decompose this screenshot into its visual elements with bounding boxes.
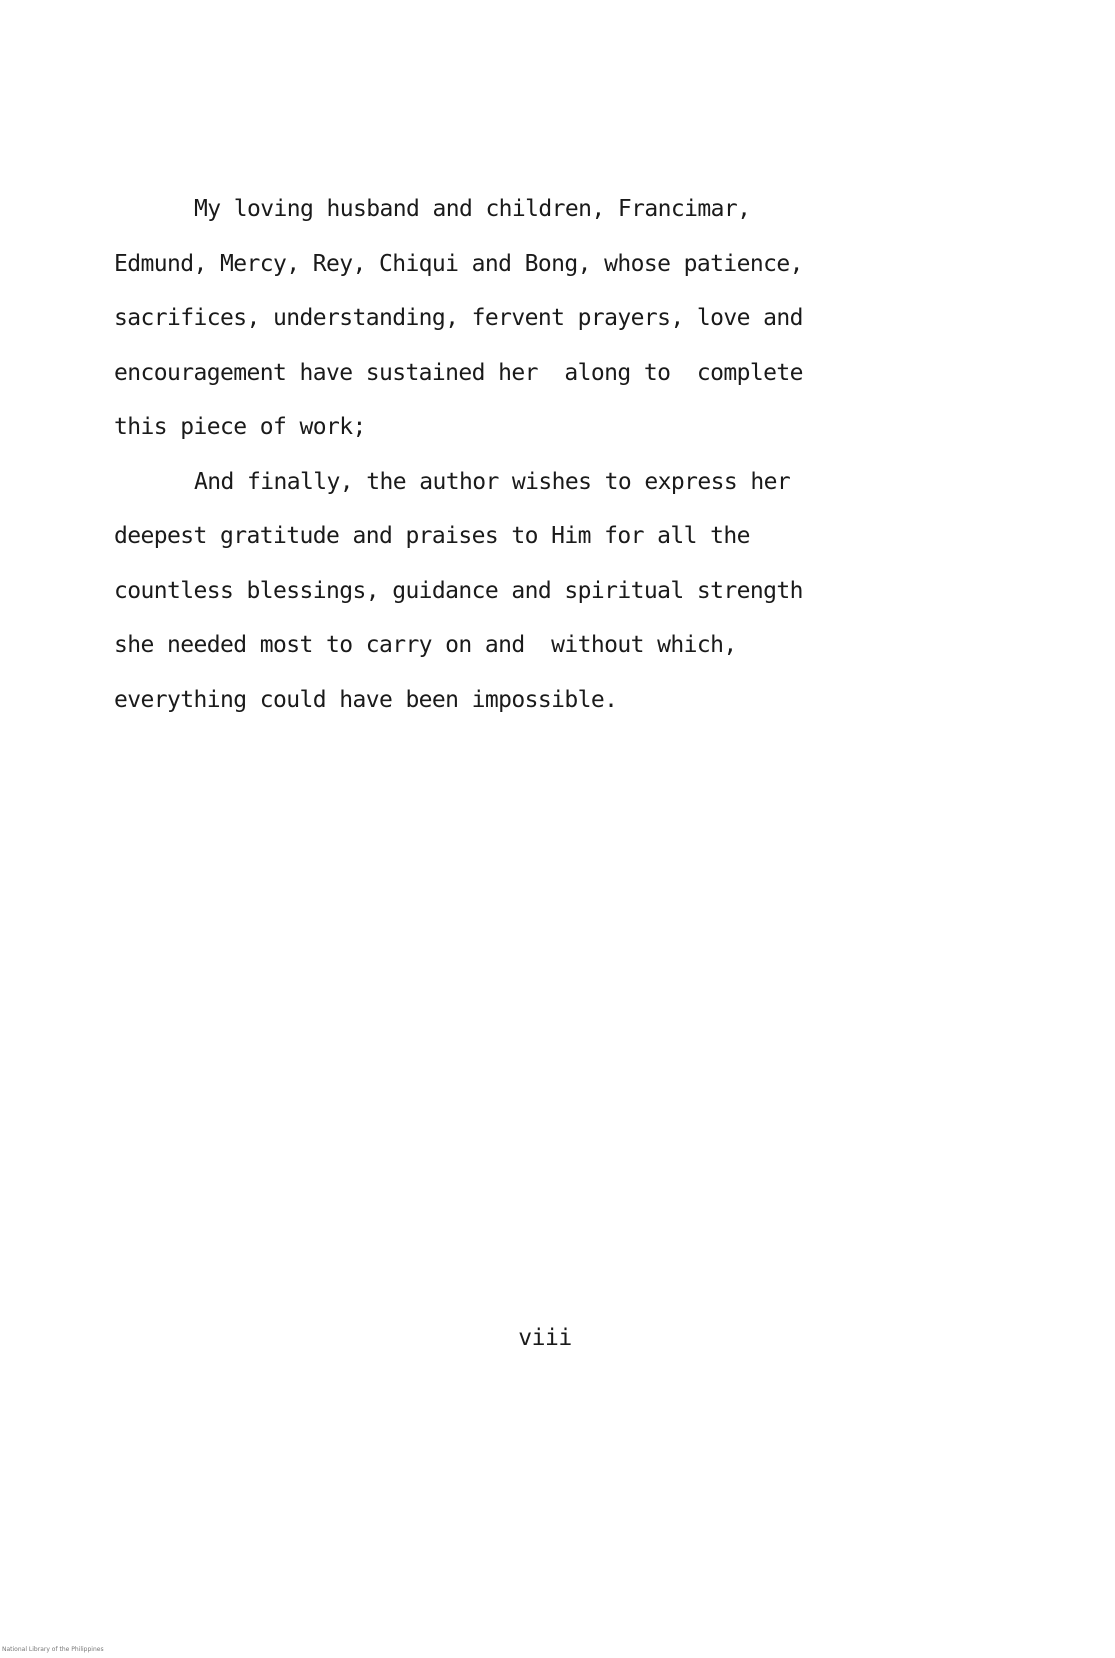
paragraph-1-line-3: sacrifices, understanding, fervent prayers, love and	[114, 305, 803, 331]
acknowledgment-text	[114, 182, 834, 727]
paragraph-2-line-3: countless blessings, guidance and spiritual strength	[114, 577, 803, 604]
paragraph-2-line-5: everything could have been impossible.	[114, 686, 618, 713]
paragraph-2-line-4: she needed most to carry on and without which,	[114, 632, 737, 658]
paragraph-2-line-2: deepest gratitude and praises to Him for all the	[114, 523, 750, 549]
page-number: viii	[518, 1325, 572, 1351]
paragraph-1-line-1: My loving husband and children, Francimar,	[194, 196, 751, 222]
paragraph-1-line-4: encouragement have sustained her along to complete	[114, 359, 803, 386]
footer-watermark: National Library of the Philippines	[2, 1646, 104, 1653]
paragraph-1-line-2: Edmund, Mercy, Rey, Chiqui and Bong, whose patience,	[114, 250, 803, 277]
paragraph-1-line-5: this piece of work;	[114, 414, 366, 440]
paragraph-2-line-1: And finally, the author wishes to express her	[194, 468, 791, 495]
